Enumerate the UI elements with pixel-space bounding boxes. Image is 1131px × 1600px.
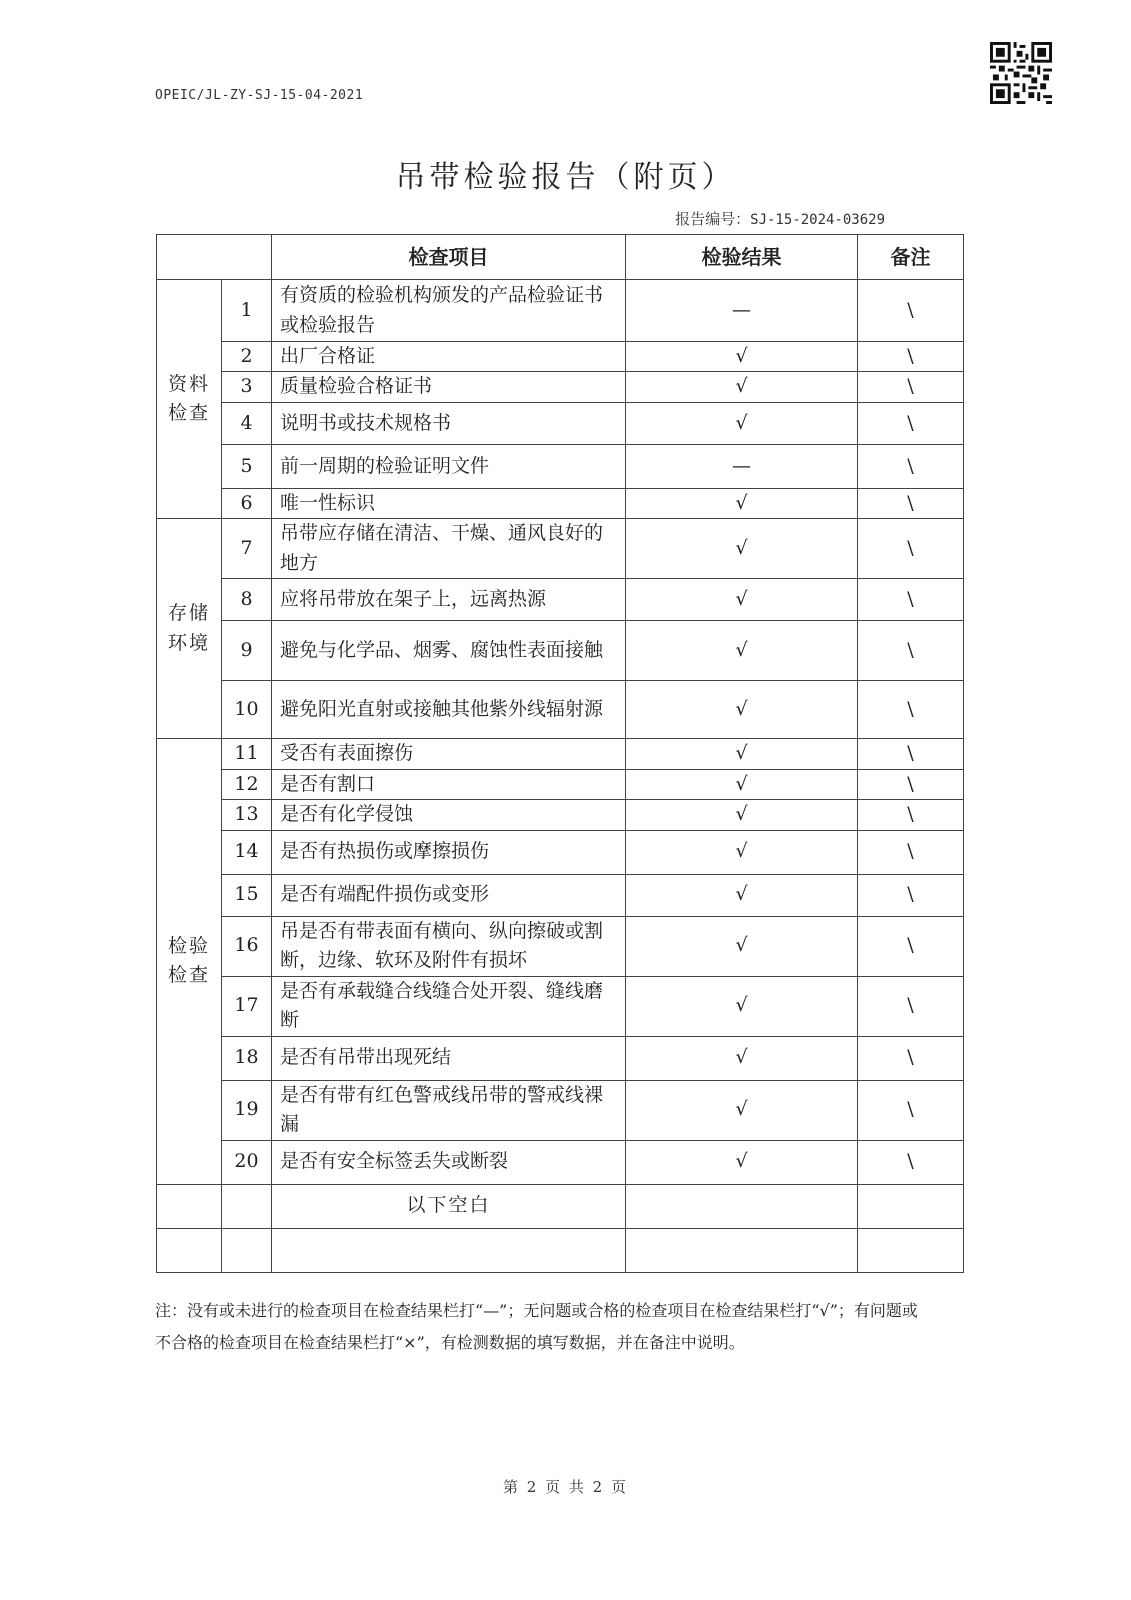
remark: \ [858,280,964,342]
blank-cell [272,1228,626,1272]
qr-code-icon [990,42,1052,104]
inspection-result: √ [626,342,858,372]
table-body [157,280,964,1273]
row-number: 7 [222,519,272,579]
table-row [157,976,964,1036]
inspection-table [156,234,964,1273]
inspection-item: 是否有带有红色警戒线吊带的警戒线裸漏 [272,1080,626,1140]
header-corner-cell [157,235,272,280]
remark: \ [858,681,964,739]
remark: \ [858,1080,964,1140]
row-number: 9 [222,621,272,681]
table-row [157,800,964,830]
inspection-item: 是否有割口 [272,769,626,799]
group-label: 检验 检查 [157,739,222,1184]
column-header-result: 检验结果 [626,235,858,280]
inspection-result: √ [626,621,858,681]
blank-cell [626,1184,858,1228]
inspection-result: √ [626,681,858,739]
row-number: 6 [222,488,272,518]
remark: \ [858,800,964,830]
remark: \ [858,444,964,488]
table-row [157,769,964,799]
inspection-item: 吊带应存储在清洁、干燥、通风良好的地方 [272,519,626,579]
remark: \ [858,874,964,916]
table-row [157,579,964,621]
inspection-result: — [626,280,858,342]
inspection-result: √ [626,916,858,976]
inspection-item: 应将吊带放在架子上，远离热源 [272,579,626,621]
table-row [157,1036,964,1080]
inspection-item: 是否有端配件损伤或变形 [272,874,626,916]
row-number: 20 [222,1140,272,1184]
page-number: 第 2 页 共 2 页 [503,1478,628,1496]
inspection-result: √ [626,976,858,1036]
document-code: OPEIC/JL-ZY-SJ-15-04-2021 [155,88,364,103]
inspection-result: √ [626,874,858,916]
table-row [157,280,964,342]
table-header-row [157,235,964,280]
report-number-value: SJ-15-2024-03629 [750,212,885,228]
row-number: 1 [222,280,272,342]
inspection-result: √ [626,579,858,621]
blank-row [157,1228,964,1272]
table-row [157,621,964,681]
inspection-item: 是否有化学侵蚀 [272,800,626,830]
row-number: 19 [222,1080,272,1140]
table-row [157,488,964,518]
table-row [157,1080,964,1140]
table-row [157,916,964,976]
column-header-item: 检查项目 [272,235,626,280]
remark: \ [858,769,964,799]
table-row [157,372,964,402]
inspection-result: √ [626,830,858,874]
inspection-result: √ [626,402,858,444]
blank-marker: 以下空白 [272,1184,626,1228]
blank-cell [858,1228,964,1272]
remark: \ [858,402,964,444]
row-number: 14 [222,830,272,874]
blank-cell [157,1228,222,1272]
inspection-result: √ [626,519,858,579]
table-row [157,444,964,488]
inspection-item: 受否有表面擦伤 [272,739,626,769]
remark: \ [858,621,964,681]
inspection-result: — [626,444,858,488]
report-number [675,208,885,229]
table-row [157,402,964,444]
blank-cell [157,1184,222,1228]
row-number: 18 [222,1036,272,1080]
footnote: 注：没有或未进行的检查项目在检查结果栏打“—”；无问题或合格的检查项目在检查结果栏打“√”；有问题或不合格的检查项目在检查结果栏打“×”，有检测数据的填写数据，并在备注中说明。 [155,1301,918,1352]
inspection-item: 前一周期的检验证明文件 [272,444,626,488]
remark: \ [858,579,964,621]
remark: \ [858,976,964,1036]
table-row [157,681,964,739]
inspection-item: 有资质的检验机构颁发的产品检验证书或检验报告 [272,280,626,342]
blank-cell [626,1228,858,1272]
row-number: 15 [222,874,272,916]
row-number: 12 [222,769,272,799]
remark: \ [858,830,964,874]
row-number: 13 [222,800,272,830]
blank-row [157,1184,964,1228]
remark: \ [858,519,964,579]
blank-cell [858,1184,964,1228]
remark: \ [858,342,964,372]
group-label: 存储 环境 [157,519,222,739]
inspection-result: √ [626,1140,858,1184]
inspection-item: 避免与化学品、烟雾、腐蚀性表面接触 [272,621,626,681]
inspection-item: 是否有安全标签丢失或断裂 [272,1140,626,1184]
blank-cell [222,1184,272,1228]
inspection-result: √ [626,488,858,518]
table-row [157,830,964,874]
inspection-result: √ [626,1080,858,1140]
row-number: 5 [222,444,272,488]
inspection-result: √ [626,769,858,799]
inspection-item: 是否有热损伤或摩擦损伤 [272,830,626,874]
table-row [157,874,964,916]
report-number-label: 报告编号： [675,210,751,228]
remark: \ [858,372,964,402]
inspection-item: 说明书或技术规格书 [272,402,626,444]
inspection-result: √ [626,800,858,830]
inspection-item: 吊是否有带表面有横向、纵向擦破或割断，边缘、软环及附件有损坏 [272,916,626,976]
report-title: 吊带检验报告（附页） [395,160,736,195]
table-row [157,342,964,372]
remark: \ [858,739,964,769]
table-row [157,519,964,579]
row-number: 10 [222,681,272,739]
inspection-result: √ [626,739,858,769]
inspection-item: 避免阳光直射或接触其他紫外线辐射源 [272,681,626,739]
remark: \ [858,916,964,976]
table-row [157,1140,964,1184]
row-number: 2 [222,342,272,372]
remark: \ [858,488,964,518]
inspection-result: √ [626,1036,858,1080]
inspection-item: 出厂合格证 [272,342,626,372]
row-number: 3 [222,372,272,402]
row-number: 11 [222,739,272,769]
table-row [157,739,964,769]
inspection-item: 是否有吊带出现死结 [272,1036,626,1080]
row-number: 17 [222,976,272,1036]
row-number: 4 [222,402,272,444]
remark: \ [858,1036,964,1080]
blank-cell [222,1228,272,1272]
inspection-item: 是否有承载缝合线缝合处开裂、缝线磨断 [272,976,626,1036]
group-label: 资料 检查 [157,280,222,519]
inspection-item: 唯一性标识 [272,488,626,518]
inspection-result: √ [626,372,858,402]
remark: \ [858,1140,964,1184]
inspection-item: 质量检验合格证书 [272,372,626,402]
row-number: 8 [222,579,272,621]
column-header-remark: 备注 [858,235,964,280]
row-number: 16 [222,916,272,976]
